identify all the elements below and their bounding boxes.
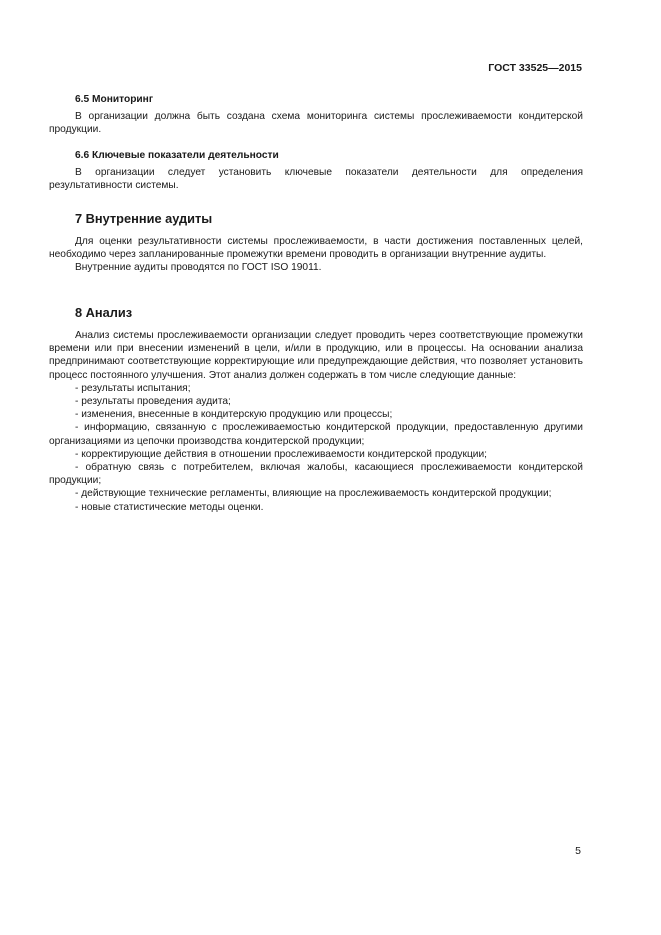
section-8-paragraph: Анализ системы прослеживаемости организации следует проводить через соответствующие промежутки времени или при внесении изменений в цели, и/или в продукцию, или в процессы. На основании анализа предпринимают соответствующие корректирующие или предупреждающие действия, что позволяет установить процесс постоянного улучшения. Этот анализ должен содержать в том числе следующие данные:	[49, 330, 583, 381]
section-6-5	[49, 93, 583, 137]
section-8-heading: 8 Анализ	[75, 305, 133, 320]
section-8	[49, 305, 583, 514]
section-6-6	[49, 149, 583, 193]
list-item: - информацию, связанную с прослеживаемостью кондитерской продукции, предоставленную другими организациями из цепочки производства кондитерской продукции;	[49, 422, 583, 447]
list-item: - действующие технические регламенты, влияющие на прослеживаемость кондитерской продукции;	[75, 488, 552, 500]
section-6-6-paragraph: В организации следует установить ключевые показатели деятельности для определения результативности системы.	[49, 167, 583, 192]
section-7-paragraph-1: Для оценки результативности системы прослеживаемости, в части достижения поставленных целей, необходимо через запланированные промежутки времени проводить в организации внутренние аудиты.	[49, 236, 583, 261]
list-item: - результаты проведения аудита;	[75, 396, 231, 408]
page-number: 5	[575, 845, 581, 857]
list-item: - результаты испытания;	[75, 382, 191, 394]
section-6-6-heading: 6.6 Ключевые показатели деятельности	[75, 150, 279, 161]
list-item: - изменения, внесенные в кондитерскую продукцию или процессы;	[75, 409, 393, 421]
list-item: - новые статистические методы оценки.	[75, 501, 264, 513]
section-7-paragraph-2: Внутренние аудиты проводятся по ГОСТ ISO 19011.	[75, 262, 322, 274]
list-item: - корректирующие действия в отношении прослеживаемости кондитерской продукции;	[75, 448, 487, 460]
section-7	[49, 211, 583, 275]
section-7-heading: 7 Внутренние аудиты	[75, 211, 213, 226]
list-item: - обратную связь с потребителем, включая жалобы, касающиеся прослеживаемости кондитерской продукции;	[49, 462, 583, 487]
section-6-5-heading: 6.5 Мониторинг	[75, 94, 154, 105]
document-code: ГОСТ 33525—2015	[488, 62, 582, 74]
section-6-5-paragraph: В организации должна быть создана схема мониторинга системы прослеживаемости кондитерской продукции.	[49, 111, 583, 136]
